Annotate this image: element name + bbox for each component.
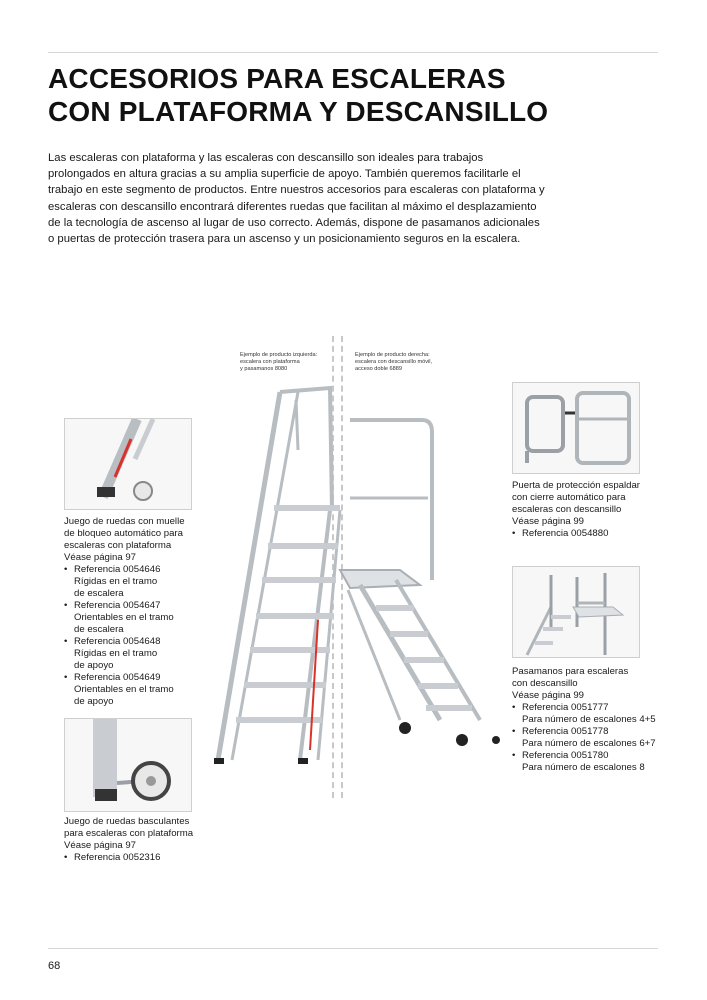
note-left bbox=[240, 352, 317, 373]
list-item bbox=[512, 528, 672, 540]
ref-desc: Para número de escalones 8 bbox=[522, 762, 645, 773]
wheels-swing-title-1: Juego de ruedas basculantes bbox=[64, 816, 190, 827]
list-item bbox=[64, 636, 214, 672]
wheels-spring-see: Véase página 97 bbox=[64, 552, 137, 563]
page-number: 68 bbox=[48, 960, 61, 972]
caption-gate bbox=[512, 480, 672, 540]
list-item bbox=[64, 600, 214, 636]
page-title-line-1: ACCESORIOS PARA ESCALERAS bbox=[48, 63, 506, 94]
wheels-spring-title-1: Juego de ruedas con muelle bbox=[64, 516, 185, 527]
ref-code: Referencia 0051777 bbox=[522, 702, 609, 713]
list-item bbox=[512, 750, 682, 774]
ref-code: Referencia 0052316 bbox=[74, 852, 161, 863]
intro-paragraph: Las escaleras con plataforma y las escaleras con descansillo son ideales para trabajos prolongados en altura gracias a su amplia superficie de apoyo. También queremos facilitarle el trabajo en este segmento de productos. Entre nuestros accesorios para escaleras con plataforma y escaleras con descansillo encontrará diferentes ruedas que facilitan al máximo el desplazamiento de la tecnología de ascenso al lugar de uso correcto. Además, dispone de pasamanos adicionales o puertas de protección trasera para un ascenso y un posicionamiento seguros en la escalera. bbox=[48, 152, 545, 246]
thumb-wheels-swing bbox=[64, 718, 192, 812]
thumb-handrail bbox=[512, 566, 640, 658]
ref-desc: Para número de escalones 6+7 bbox=[522, 738, 656, 749]
gate-title-2: con cierre automático para bbox=[512, 492, 626, 503]
ref-desc: de escalera bbox=[74, 624, 124, 635]
handrail-title-2: con descansillo bbox=[512, 678, 578, 689]
handrail-title-1: Pasamanos para escaleras bbox=[512, 666, 629, 677]
gate-see: Véase página 99 bbox=[512, 516, 585, 527]
ref-desc: de escalera bbox=[74, 588, 124, 599]
caption-wheels-swing bbox=[64, 816, 224, 864]
connector-handrail bbox=[441, 590, 513, 592]
platform-ladder-illustration bbox=[214, 388, 340, 764]
ref-code: Referencia 0051780 bbox=[522, 750, 609, 761]
list-item bbox=[64, 564, 214, 600]
ref-desc: Rígidas en el tramo bbox=[74, 648, 158, 659]
ref-desc: de apoyo bbox=[74, 696, 114, 707]
ref-desc: Orientables en el tramo bbox=[74, 612, 174, 623]
caption-wheels-spring bbox=[64, 516, 214, 708]
landing-ladder-illustration bbox=[340, 420, 500, 746]
page-title-line-2: CON PLATAFORMA Y DESCANSILLO bbox=[48, 96, 549, 127]
note-left-line-1: Ejemplo de producto izquierda: bbox=[240, 352, 318, 358]
ref-desc: de apoyo bbox=[74, 660, 114, 671]
gate-title-3: escaleras con descansillo bbox=[512, 504, 622, 515]
ref-desc: Rígidas en el tramo bbox=[74, 576, 158, 587]
ref-code: Referencia 0054880 bbox=[522, 528, 609, 539]
wheels-swing-refs bbox=[64, 852, 224, 864]
main-product-image bbox=[200, 380, 500, 780]
ref-code: Referencia 0054646 bbox=[74, 564, 161, 575]
thumb-gate bbox=[512, 382, 640, 474]
ref-code: Referencia 0054647 bbox=[74, 600, 161, 611]
note-right bbox=[355, 352, 432, 373]
connector-wheels-spring bbox=[190, 480, 206, 482]
connector-gate bbox=[441, 442, 513, 444]
note-right-line-3: acceso doble 6889 bbox=[355, 366, 402, 372]
note-right-line-2: escalera con descansillo móvil, bbox=[355, 359, 433, 365]
caption-handrail bbox=[512, 666, 682, 774]
ref-desc: Para número de escalones 4+5 bbox=[522, 714, 656, 725]
ref-desc: Orientables en el tramo bbox=[74, 684, 174, 695]
gate-title-1: Puerta de protección espaldar bbox=[512, 480, 640, 491]
top-rule bbox=[48, 52, 658, 53]
ref-code: Referencia 0054649 bbox=[74, 672, 161, 683]
bottom-rule bbox=[48, 948, 658, 949]
wheels-swing-title-2: para escaleras con plataforma bbox=[64, 828, 194, 839]
wheels-spring-title-3: escaleras con plataforma bbox=[64, 540, 172, 551]
gate-refs bbox=[512, 528, 672, 540]
list-item bbox=[512, 702, 682, 726]
wheels-swing-see: Véase página 97 bbox=[64, 840, 137, 851]
note-left-line-2: escalera con plataforma bbox=[240, 359, 300, 365]
list-item bbox=[512, 726, 682, 750]
ref-code: Referencia 0051778 bbox=[522, 726, 609, 737]
wheels-spring-refs bbox=[64, 564, 214, 708]
thumb-wheels-spring bbox=[64, 418, 192, 510]
list-item bbox=[64, 672, 214, 708]
ref-code: Referencia 0054648 bbox=[74, 636, 161, 647]
note-left-line-3: y pasamanos 8080 bbox=[240, 366, 288, 372]
handrail-refs bbox=[512, 702, 682, 774]
handrail-see: Véase página 99 bbox=[512, 690, 585, 701]
list-item bbox=[64, 852, 224, 864]
page-title bbox=[48, 62, 548, 128]
wheels-spring-title-2: de bloqueo automático para bbox=[64, 528, 183, 539]
note-right-line-1: Ejemplo de producto derecha: bbox=[355, 352, 430, 358]
